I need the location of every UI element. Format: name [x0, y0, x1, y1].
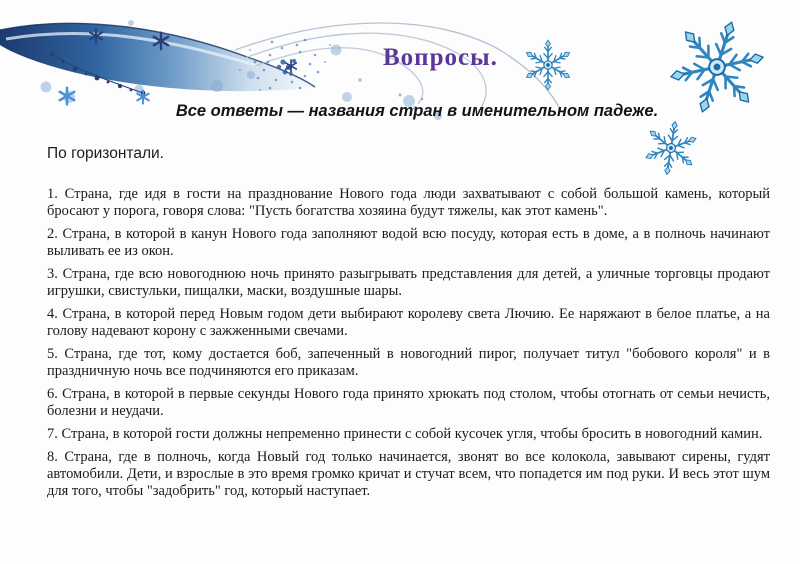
- question-text: Страна, в которой гости должны непременно принести с собой кусочек угля, чтобы бросить в новогодний камин.: [61, 426, 763, 442]
- question-number: 1.: [47, 186, 58, 202]
- snowflake-icon: [642, 119, 700, 177]
- question-number: 5.: [47, 346, 58, 362]
- question-number: 7.: [47, 426, 58, 442]
- question-item: [47, 426, 770, 443]
- question-item: [47, 226, 770, 260]
- question-item: [47, 266, 770, 300]
- subtitle-note: Все ответы — названия стран в именительном падеже.: [175, 102, 659, 120]
- question-number: 4.: [47, 306, 58, 322]
- questions-list: [47, 186, 770, 506]
- question-number: 6.: [47, 386, 58, 402]
- question-item: [47, 186, 770, 220]
- question-number: 8.: [47, 449, 58, 465]
- wave-swoosh-decoration: [0, 0, 600, 150]
- question-text: Страна, где тот, кому достается боб, запеченный в новогодний пирог, получает титул "бобового короля" и в праздничную ночь все подчиняются его приказам.: [47, 346, 771, 379]
- question-item: [47, 386, 770, 420]
- question-text: Страна, где в полночь, когда Новый год только начинается, звонят во все колокола, завывают сирены, гудят автомобили. Дети, и взрослые в это время громко кричат и стучат всем, что попадется им под руки. И весь этот шум для того, чтобы "задобрить" год, который наступает.: [47, 449, 770, 499]
- question-item: [47, 449, 770, 500]
- question-text: Страна, в которой в канун Нового года заполняют водой всю посуду, которая есть в доме, а в полночь начинают выливать ее из окон.: [47, 226, 771, 259]
- question-number: 2.: [47, 226, 58, 242]
- question-item: [47, 346, 770, 380]
- question-text: Страна, в которой в первые секунды Нового года принято хрюкать под столом, чтобы отогнать от семьи нечисть, болезни и неудачи.: [47, 386, 770, 419]
- question-text: Страна, в которой перед Новым годом дети выбирают королеву света Лючию. Ее наряжают в белое платье, а на голову надевают корону с зажженными свечами.: [47, 306, 770, 339]
- question-text: Страна, где всю новогоднюю ночь принято разыгрывать представления для детей, а уличные торговцы продают игрушки, свистульки, пищалки, маски, воздушные шары.: [47, 266, 770, 299]
- snowflake-icon: [521, 37, 575, 93]
- section-heading-horizontal: По горизонтали.: [47, 145, 164, 162]
- page-title: Вопросы.: [383, 44, 498, 71]
- question-number: 3.: [47, 266, 58, 282]
- question-text: Страна, где идя в гости на празднование Нового года люди захватывают с собой большой камень, который бросают у порога, говоря слова: "Пусть богатства хозяина будут тяжелы, как этот камень".: [47, 186, 771, 219]
- question-item: [47, 306, 770, 340]
